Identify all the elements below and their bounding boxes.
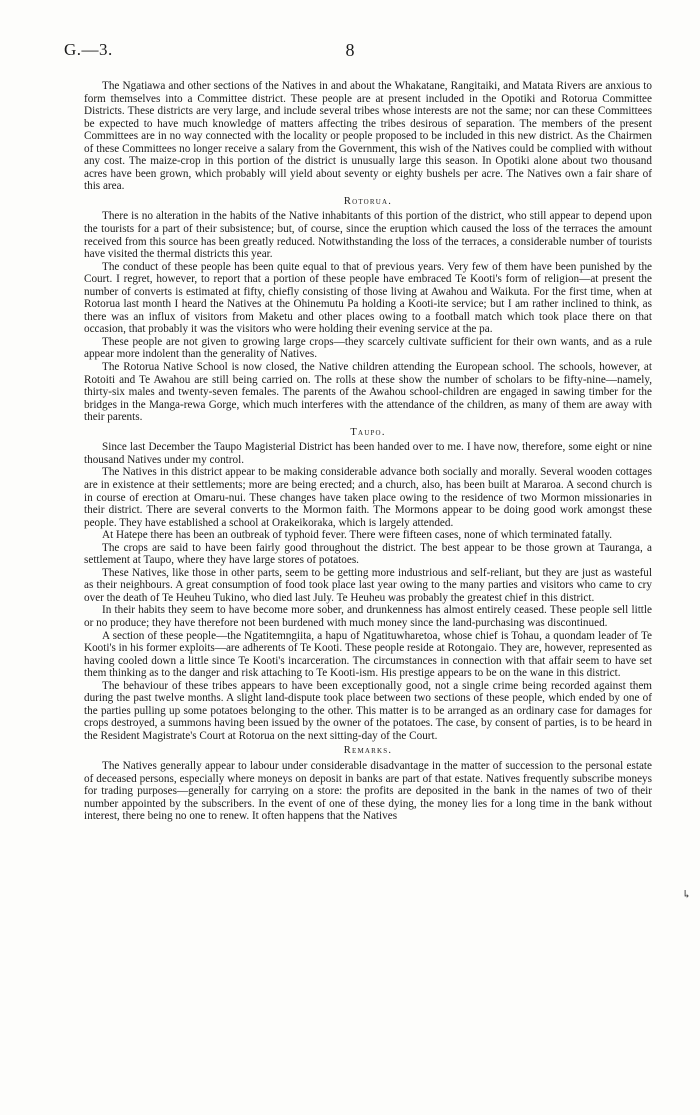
paragraph: These people are not given to growing large crops—they scarcely cultivate sufficient for their own wants, and as a rule appear more indolent than the generality of Natives. <box>84 335 652 361</box>
section-heading-rotorua: Rotorua. <box>343 195 393 207</box>
document-body <box>84 80 652 823</box>
paragraph: At Hatepe there has been an outbreak of typhoid fever. There were fifteen cases, none of which terminated fatally. <box>102 529 613 542</box>
paragraph: The crops are said to have been fairly good throughout the district. The best appear to be those grown at Tauranga, a settlement at Taupo, where they have large stores of potatoes. <box>84 541 652 567</box>
paragraph: These Natives, like those in other parts, seem to be getting more industrious and self-reliant, but they are just as wasteful as their neighbours. A great consumption of food took place last year owing to the many parties and visitors who came to cry over the death of Te Heuheu Tukino, who died last July. Te Heuheu was probably the greatest chief in this district. <box>84 566 652 604</box>
section-heading-remarks: Remarks. <box>343 745 393 757</box>
paragraph: The conduct of these people has been quite equal to that of previous years. Very few of them have been punished by the Court. I regret, however, to report that a portion of these people have embraced Te Kooti's form of religion—at present the number of converts is estimated at fifty, chiefly consisting of those living at Awahou and Waikuta. For the first time, when at Rotorua last month I heard the Natives at the Ohinemutu Pa holding a Kooti-ite service; but I am rather inclined to think, as there was an influx of visitors from Maketu and other places owing to a football match which took place there on that occasion, that probably it was the visitors who were holding their evening service at the pa. <box>84 260 652 336</box>
document-reference: G.—3. <box>64 40 113 59</box>
margin-mark-icon: ↳ <box>682 889 692 901</box>
paragraph: The Natives in this district appear to be making considerable advance both socially and morally. Several wooden cottages are in existence at their settlements; more are being erected; and a church, also, has been built at Mararoa. A second church is in course of erection at Omaru-nui. These changes have taken place owing to the residence of two Mormon missionaries in their district. There are several converts to the Mormon faith. The Mormons appear to be doing good work amongst these people. They have established a school at Orakeikoraka, which is largely attended. <box>84 466 652 529</box>
paragraph: Since last December the Taupo Magisterial District has been handed over to me. I have now, therefore, some eight or nine thousand Natives under my control. <box>84 441 652 466</box>
paragraph: There is no alteration in the habits of the Native inhabitants of this portion of the district, who still appear to depend upon the tourists for a part of their subsistence; but, of course, since the eruption which caused the loss of the terraces the amount received from this source has been greatly reduced. Notwithstanding the loss of the terraces, a considerable number of tourists have visited the thermal districts this year. <box>84 210 652 261</box>
page-number: 8 <box>345 40 355 60</box>
paragraph: The Ngatiawa and other sections of the Natives in and about the Whakatane, Rangitaiki, and Matata Rivers are anxious to form themselves into a Committee district. These people are at present included in the Opotiki and Rotorua Committee Districts. These districts are very large, and include several tribes whose interests are not the same; nor can these Committees be expected to have much knowledge of matters affecting the tribes desirous of separation. The members of the present Committees are in no way connected with the locality or people proposed to be included in this new district. As the Chairmen of these Committees no longer receive a salary from the Government, this wish of the Natives could be complied with without any cost. The maize-crop in this portion of the district is unusually large this season. In Opotiki alone about two thousand acres have been grown, which probably will yield about seventy or eighty bushels per acre. The Natives own a fair share of this area. <box>84 80 652 193</box>
section-heading-taupo: Taupo. <box>350 426 386 438</box>
paragraph: In their habits they seem to have become more sober, and drunkenness has almost entirely ceased. These people sell little or no produce; they have therefore not been burdened with much money since the land-purchasing was discontinued. <box>84 604 652 629</box>
paragraph: The Natives generally appear to labour under considerable disadvantage in the matter of succession to the personal estate of deceased persons, especially where moneys on deposit in banks are part of that estate. Natives frequently subscribe moneys for trading purposes—generally for carrying on a store: the profits are deposited in the bank in the names of two of their number appointed by the subscribers. In the event of one of these dying, the money lies for a long time in the bank without interest, there being no one to renew. It often happens that the Natives <box>84 759 652 823</box>
paragraph: The behaviour of these tribes appears to have been exceptionally good, not a single crime being recorded against them during the past twelve months. A slight land-dispute took place between two sections of these people, which ended by one of the parties pulling up some potatoes belonging to the other. This matter is to be arranged as an ordinary case for damages for crops destroyed, a summons having been issued by the owner of the potatoes. The case, by consent of parties, is to be heard in the Resident Magistrate's Court at Rotorua on the next sitting-day of the Court. <box>84 679 652 742</box>
paragraph: The Rotorua Native School is now closed, the Native children attending the European school. The schools, however, at Rotoiti and Te Awahou are still being carried on. The rolls at these show the number of scholars to be fifty-nine—namely, thirty-six males and twenty-seven females. The parents of the Awahou school-children are engaged in sawing timber for the bridges in the Manga-rewa Gorge, which much interferes with the attendance of the children, as many of them are away with their parents. <box>84 361 652 424</box>
paragraph: A section of these people—the Ngatitemngiita, a hapu of Ngatituwharetoa, whose chief is Tohau, a quondam leader of Te Kooti's in his former exploits—are adherents of Te Kooti. These people reside at Rotongaio. They are, however, represented as having cooled down a little since Te Kooti's incarceration. The circumstances in connection with that affair seem to have set them thinking as to the danger and risk attaching to Te Kooti-ism. His prestige appears to be on the wane in this district. <box>84 629 652 680</box>
